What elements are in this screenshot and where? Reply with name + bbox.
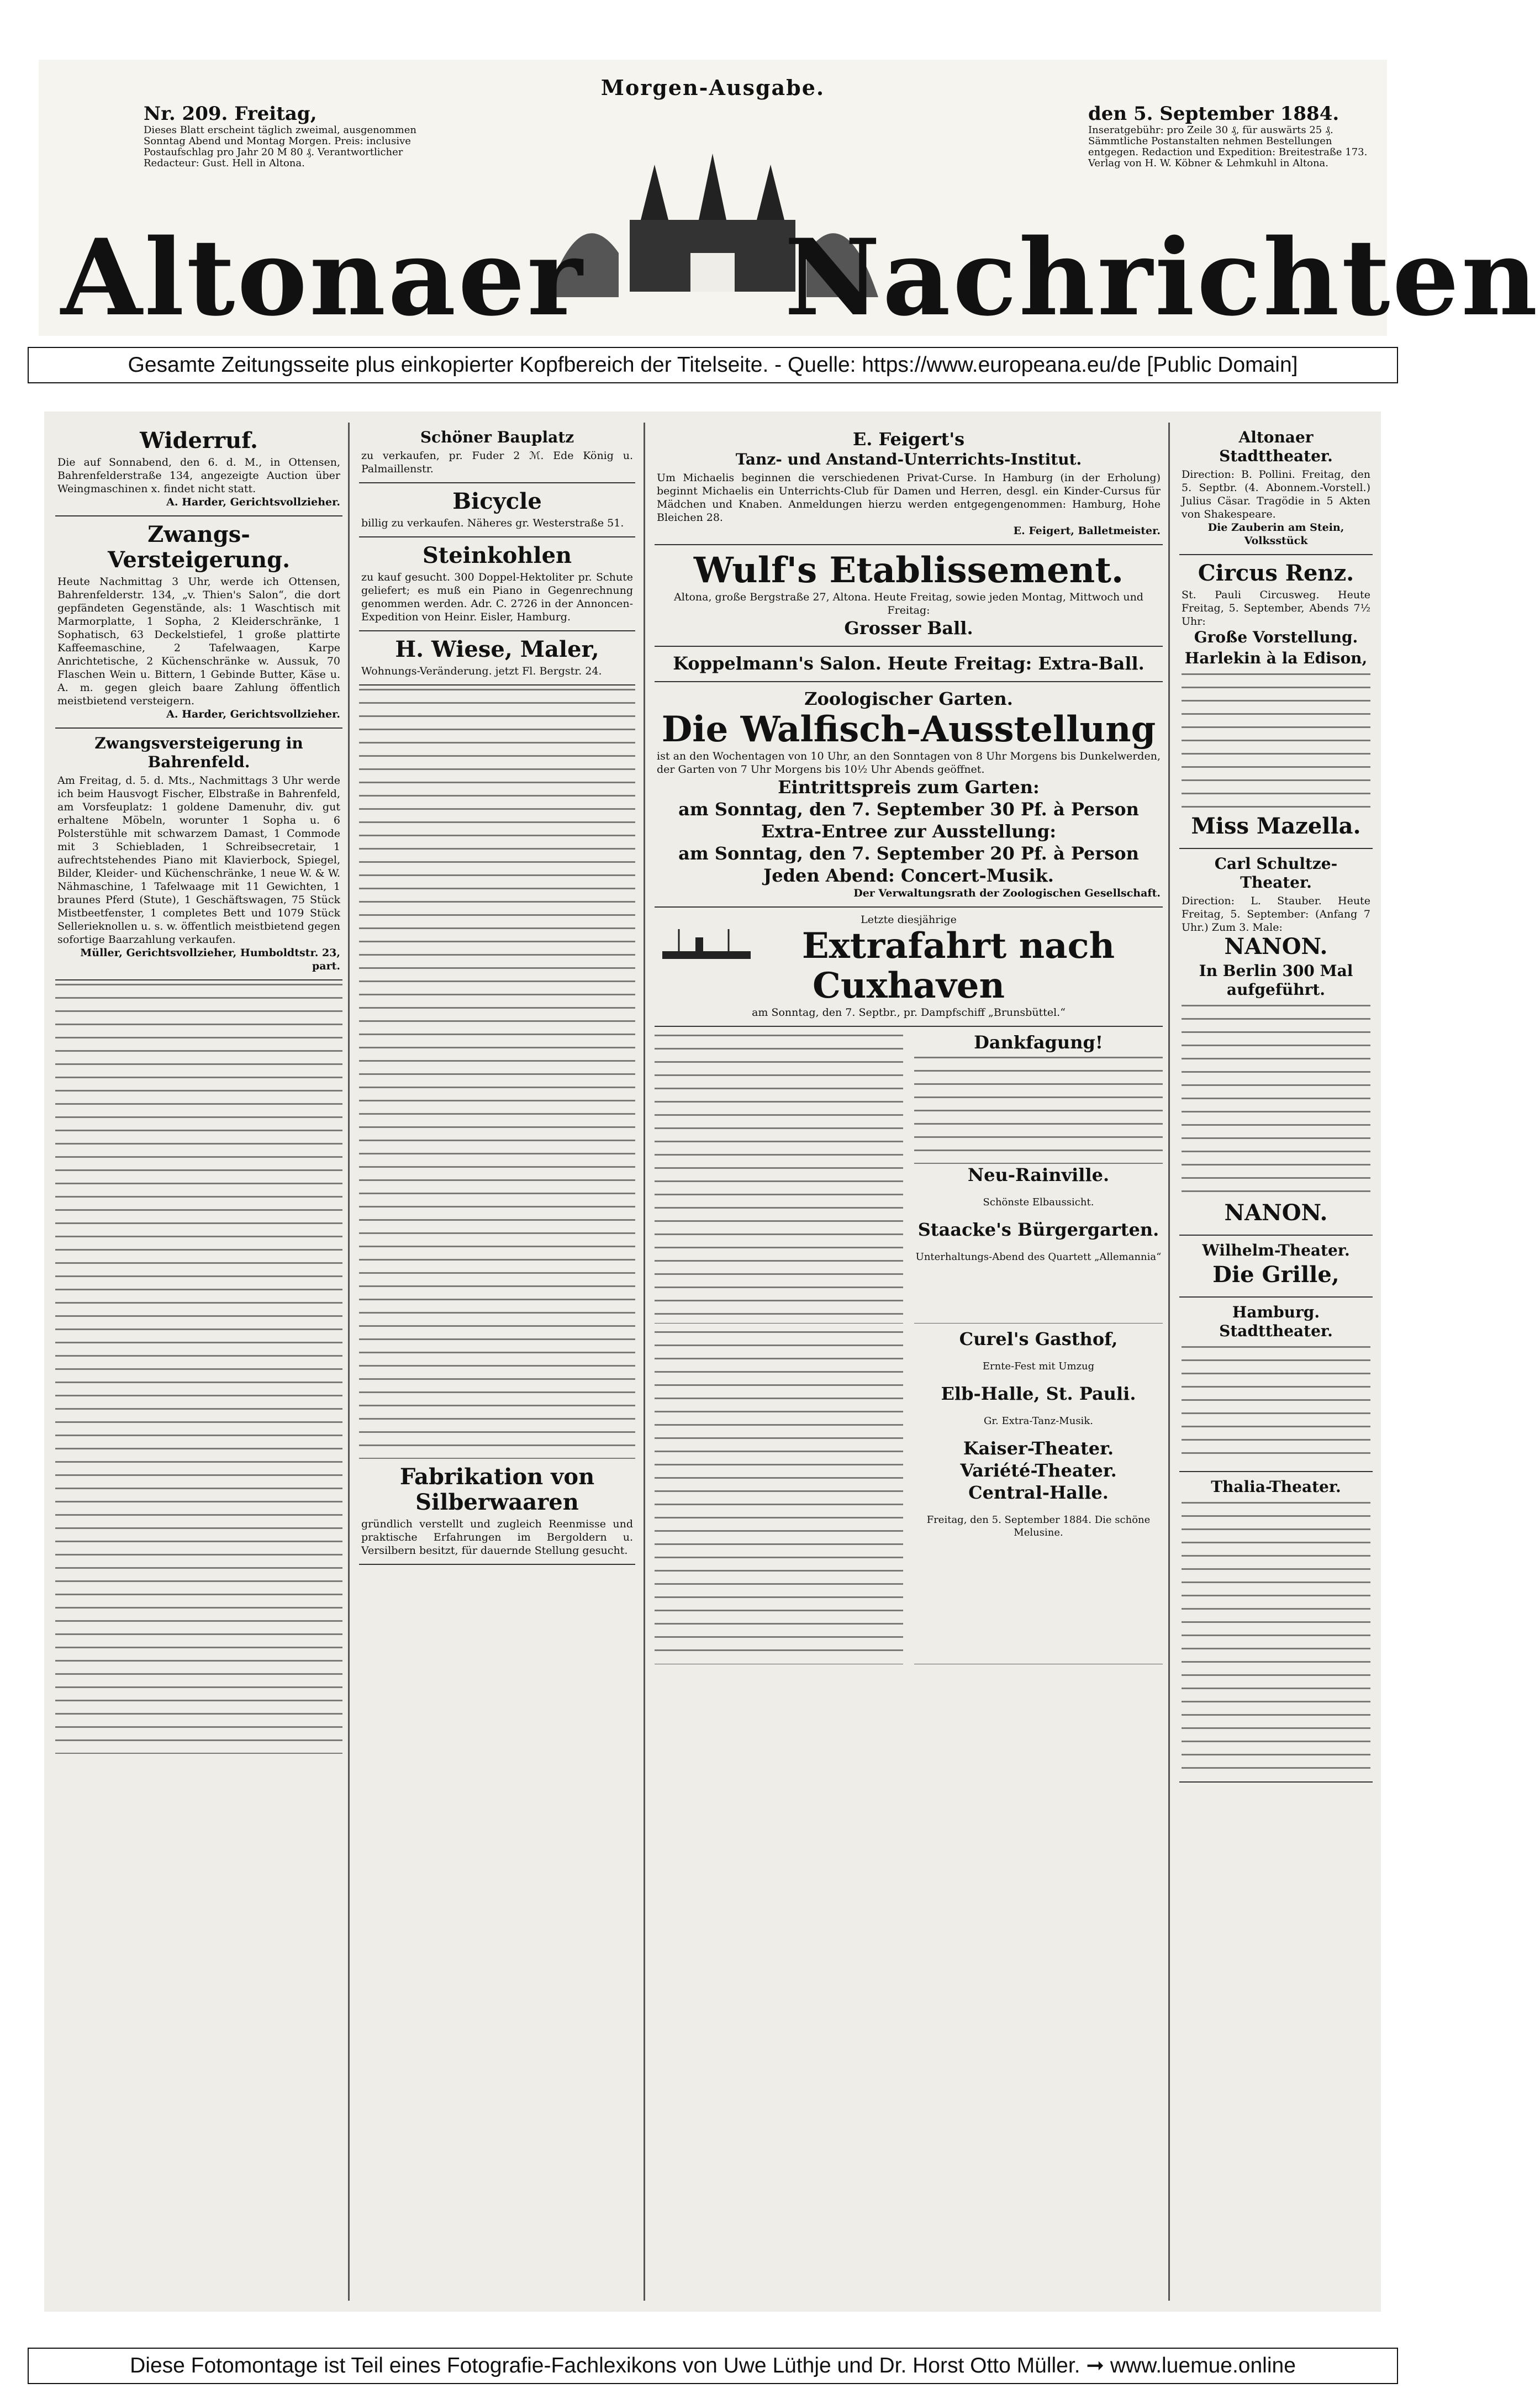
ad-play: Die Grille, xyxy=(1212,1262,1339,1288)
ad-title: Wulf's Etablissement. xyxy=(693,550,1124,591)
ad-feature: Harlekin à la Edison, xyxy=(1184,649,1368,667)
small-print xyxy=(1182,1001,1370,1200)
small-print xyxy=(1182,1499,1370,1775)
ad-title: Fabrikation von Silberwaaren xyxy=(399,1464,595,1515)
ad-text: St. Pauli Circusweg. Heute Freitag, 5. September, Abends 7½ Uhr: xyxy=(1182,589,1370,628)
ad-altonaer-stadttheater xyxy=(1179,423,1373,555)
ad-bauplatz xyxy=(359,423,635,483)
ad-event: Grosser Ball. xyxy=(844,618,973,639)
ad-text: billig zu verkaufen. Näheres gr. Westerstraße 51. xyxy=(361,517,624,529)
ad-wiese-maler xyxy=(359,631,635,686)
ad-title: Curel's Gasthof, xyxy=(959,1328,1118,1349)
ad-title: Dankfagung! xyxy=(974,1032,1103,1053)
column-3 xyxy=(655,423,1163,2301)
price-line: am Sonntag, den 7. September 30 Pf. à Person xyxy=(678,799,1139,820)
column-4 xyxy=(1179,423,1373,2301)
small-ad xyxy=(655,1027,903,1324)
title-left: Altonaer xyxy=(61,216,585,339)
ad-bicycle xyxy=(359,483,635,537)
ad-signature: E. Feigert, Balletmeister. xyxy=(1013,525,1161,537)
ad-title: Circus Renz. xyxy=(1198,560,1354,586)
ad-title: Variété-Theater. xyxy=(960,1460,1117,1481)
ad-feigert xyxy=(655,423,1163,545)
ad-title: Elb-Halle, St. Pauli. xyxy=(941,1383,1136,1404)
small-print xyxy=(914,1053,1163,1164)
small-ad xyxy=(914,1324,1163,1664)
issue-number: Nr. 209. Freitag, xyxy=(144,103,317,125)
ad-signature: Müller, Gerichtsvollzieher, Humboldtstr. 23, part. xyxy=(80,947,340,972)
ad-text: Freitag, den 5. September 1884. Die schöne Melusine. xyxy=(926,1514,1151,1538)
edition-label: Morgen-Ausgabe. xyxy=(600,75,825,100)
ad-title: Zwangs-Versteigerung. xyxy=(107,521,291,573)
masthead xyxy=(39,60,1540,339)
ad-title: Altonaer Stadttheater. xyxy=(1219,428,1333,465)
column-2 xyxy=(359,423,635,2301)
ad-text: am Sonntag, den 7. Septbr., pr. Dampfschiff „Brunsbüttel.“ xyxy=(752,1006,1066,1019)
column-divider xyxy=(348,423,350,2301)
small-ad xyxy=(914,1027,1163,1324)
ad-title: Thalia-Theater. xyxy=(1211,1478,1341,1496)
small-ads-grid xyxy=(655,1027,1163,1664)
ad-cuxhaven xyxy=(655,908,1163,1027)
ad-text: Heute Nachmittag 3 Uhr, werde ich Ottensen, Bahrenfelderstr. 134, „v. Thien's Salon“, die dort gepfändeten Gegenstände, als: 1 Waschtisch mit Marmorplatte, 1 Sopha, 2 Kleiderschränke, 1 Sophatisch, 63 Deckelstiefel, 1 große plattirte Kaffeemaschine, 2 Tafelwaagen, Karpe Anrichtetische, 2 Küchenschränke w. Aussuk, 70 Flaschen Wein u. Bittern, 1 Gebinde Butter, Käse u. A. m. gegen gleich baare Zahlung öffentlich meistbietend versteigern. xyxy=(57,576,340,707)
ad-text: Direction: L. Stauber. Heute Freitag, 5. September: (Anfang 7 Uhr.) Zum 3. Male: xyxy=(1182,895,1370,934)
ad-text: Die auf Sonnabend, den 6. d. M., in Ottensen, Bahrenfelderstraße 134, angezeigte Auction über Weingmaschinen x. findet nicht statt. xyxy=(57,456,340,495)
ad-text: Unterhaltungs-Abend des Quartett „Allemannia“ xyxy=(915,1251,1162,1263)
ad-circus-renz xyxy=(1179,555,1373,849)
lexicon-caption: Diese Fotomontage ist Teil eines Fotografie-Fachlexikons von Uwe Lüthje und Dr. Horst Otto Müller. ➞ www.luemue.online xyxy=(28,2348,1398,2384)
ad-thalia-theater xyxy=(1179,1472,1373,1783)
small-print xyxy=(1182,1343,1370,1464)
ad-title: H. Wiese, Maler, xyxy=(395,636,599,662)
ad-title: Carl Schultze-Theater. xyxy=(1214,855,1338,892)
subscription-notes: Dieses Blatt erscheint täglich zweimal, ausgenommen Sonntag Abend und Montag Morgen. Preis: inclusive Postaufschlag pro Jahr 20 M 80 ₰. Verantwortlicher Redacteur: Gust. Hell in Altona. xyxy=(144,124,416,169)
price-heading: Extra-Entree zur Ausstellung: xyxy=(761,821,1056,842)
ad-koppelmann xyxy=(655,647,1163,682)
ad-text: Ernte-Fest mit Umzug xyxy=(982,1361,1095,1372)
small-print-ads xyxy=(359,686,635,1459)
ad-pretitle: Letzte diesjährige xyxy=(861,914,957,926)
small-print-ads xyxy=(55,980,342,1754)
ad-wulfs-etablissement xyxy=(655,545,1163,647)
ad-zwangs-versteigerung xyxy=(55,516,342,729)
ad-subtitle: Große Vorstellung. xyxy=(1194,628,1358,646)
title-right: Nachrichten xyxy=(784,216,1540,339)
small-print xyxy=(655,1328,903,1659)
ad-title: Central-Halle. xyxy=(968,1482,1109,1503)
ad-text: Am Freitag, d. 5. d. Mts., Nachmittags 3 Uhr werde ich beim Hausvogt Fischer, Elbstraße in Bahrenfeld, am Vorsfeuplatz: 1 goldene Damenuhr, div. gut erhaltene Möbeln, worunter 1 Sopha u. 6 Polsterstühle mit schwarzem Damast, 1 Commode mit 3 Schiebladen, 1 Schreibsecretair, 1 aufrechtstehendes Piano mit Klavierbock, Spiegel, Bilder, Kleider- und Küchenschränke, 1 neue W. & W. Nähmaschine, 1 Tafelwaage mit 11 Gewichten, 1 braunes Pferd (Stute), 1 Geschäftswagen, 75 Stück Mistbeetfenster, 1 completes Bett und 1079 Stück Sellerieknollen u. s. w. öffentlich meistbietend gegen sofortige Baarzahlung verkaufen. xyxy=(57,774,340,946)
ad-subtitle: Schönste Elbaussicht. xyxy=(983,1196,1094,1208)
ad-title: Bicycle xyxy=(452,488,542,514)
ad-silberwaaren xyxy=(359,1459,635,1565)
price-line: am Sonntag, den 7. September 20 Pf. à Person xyxy=(678,843,1139,864)
ad-text: zu verkaufen, pr. Fuder 2 ℳ. Ede König u. Palmaillenstr. xyxy=(361,450,633,475)
column-divider xyxy=(644,423,645,2301)
ad-subtitle: In Berlin 300 Mal aufgeführt. xyxy=(1199,962,1353,999)
ad-title: Koppelmann's Salon. Heute Freitag: Extra-Ball. xyxy=(673,653,1145,674)
masthead-left-notes xyxy=(144,103,431,169)
ad-signature: A. Harder, Gerichtsvollzieher. xyxy=(166,496,340,508)
ad-title: Zoologischer Garten. xyxy=(804,688,1013,709)
ad-hamburg-stadttheater xyxy=(1179,1298,1373,1472)
ad-star: Miss Mazella. xyxy=(1191,813,1361,839)
ad-title: Neu-Rainville. xyxy=(967,1164,1110,1185)
small-print xyxy=(1182,670,1370,814)
column-divider xyxy=(1168,423,1170,2301)
ad-text: Gr. Extra-Tanz-Musik. xyxy=(984,1415,1093,1427)
ad-signature: Der Verwaltungsrath der Zoologischen Gesellschaft. xyxy=(853,887,1161,899)
newspaper-page xyxy=(44,412,1381,2312)
ad-subtitle: Die Zauberin am Stein, Volksstück xyxy=(1207,521,1344,547)
column-1 xyxy=(55,423,342,2301)
ad-play: NANON. xyxy=(1224,1200,1328,1226)
ad-wilhelm-theater xyxy=(1179,1236,1373,1298)
small-print xyxy=(655,1031,903,1319)
ad-title: Wilhelm-Theater. xyxy=(1202,1241,1350,1259)
ad-text: Direction: B. Pollini. Freitag, den 5. Septbr. (4. Abonnem.-Vorstell.) Julius Cäsar. Tragödie in 5 Akten von Shakespeare. xyxy=(1182,468,1370,520)
price-heading: Eintrittspreis zum Garten: xyxy=(778,777,1040,798)
ad-title: E. Feigert's xyxy=(852,429,965,450)
ad-title: Hamburg. Stadttheater. xyxy=(1219,1303,1333,1340)
ad-text: Um Michaelis beginnen die verschiedenen Privat-Curse. In Hamburg (in der Erholung) beginnt Michaelis ein Unterrichts-Club für Damen und Herren, desgl. ein Kinder-Cursus für Mädchen und Knaben. Anmeldungen hierzu werden entgegengenommen: Hamburg, Hohe Bleichen 28. xyxy=(657,472,1161,524)
ad-steinkohlen xyxy=(359,537,635,631)
ad-title: Staacke's Bürgergarten. xyxy=(917,1219,1159,1240)
ad-title: Zwangsversteigerung in Bahrenfeld. xyxy=(94,734,303,771)
ad-text: zu kauf gesucht. 300 Doppel-Hektoliter pr. Schute geliefert; es muß ein Piano in Gegenrechnung genommen werden. Adr. C. 2726 in der Annoncen-Expedition von Heinr. Eisler, Hamburg. xyxy=(361,571,633,623)
ad-subtitle: Tanz- und Anstand-Unterrichts-Institut. xyxy=(735,450,1082,468)
ad-subtitle: Die Walfisch-Ausstellung xyxy=(661,709,1156,750)
ad-carl-schultze-theater xyxy=(1179,849,1373,1236)
small-ad xyxy=(655,1324,903,1664)
ad-title: Widerruf. xyxy=(140,428,258,454)
source-caption: Gesamte Zeitungsseite plus einkopierter Kopfbereich der Titelseite. - Quelle: https://www.europeana.eu/de [Public Domain] xyxy=(28,347,1398,383)
advertising-notes: Inseratgebühr: pro Zeile 30 ₰, für auswärts 25 ₰. Sämmtliche Postanstalten nehmen Bestellungen entgegen. Redaction und Expedition: Breitestraße 173. Verlag von H. W. Köbner & Lehmkuhl in Altona. xyxy=(1088,124,1368,169)
ad-widerruf xyxy=(55,423,342,516)
steamship-icon xyxy=(657,926,756,965)
ad-play: NANON. xyxy=(1224,934,1328,959)
masthead-right-notes xyxy=(1088,103,1375,169)
ad-title: Schöner Bauplatz xyxy=(420,428,574,446)
ad-title: Extrafahrt nach Cuxhaven xyxy=(801,925,1115,1006)
ad-text: ist an den Wochentagen von 10 Uhr, an den Sonntagen von 8 Uhr Morgens bis Dunkelwerden, der Garten von 7 Uhr Morgens bis 10½ Uhr Abends geöffnet. xyxy=(657,750,1161,776)
concert-line: Jeden Abend: Concert-Musik. xyxy=(763,865,1054,886)
issue-date: den 5. September 1884. xyxy=(1088,103,1339,125)
ad-text: Altona, große Bergstraße 27, Altona. Heute Freitag, sowie jeden Montag, Mittwoch und Freitag: xyxy=(674,591,1143,616)
ad-title: Kaiser-Theater. xyxy=(963,1438,1114,1459)
ad-zwangsversteigerung-bahrenfeld xyxy=(55,729,342,980)
ad-title: Steinkohlen xyxy=(422,542,572,568)
ad-signature: A. Harder, Gerichtsvollzieher. xyxy=(166,708,340,720)
ad-zoologischer-garten xyxy=(655,682,1163,908)
ad-text: Wohnungs-Veränderung. jetzt Fl. Bergstr. 24. xyxy=(361,665,602,677)
ad-text: gründlich verstellt und zugleich Reenmisse und praktische Erfahrungen im Bergoldern u. Versilbern besitzt, für dauernde Stellung gesucht. xyxy=(361,1518,633,1557)
